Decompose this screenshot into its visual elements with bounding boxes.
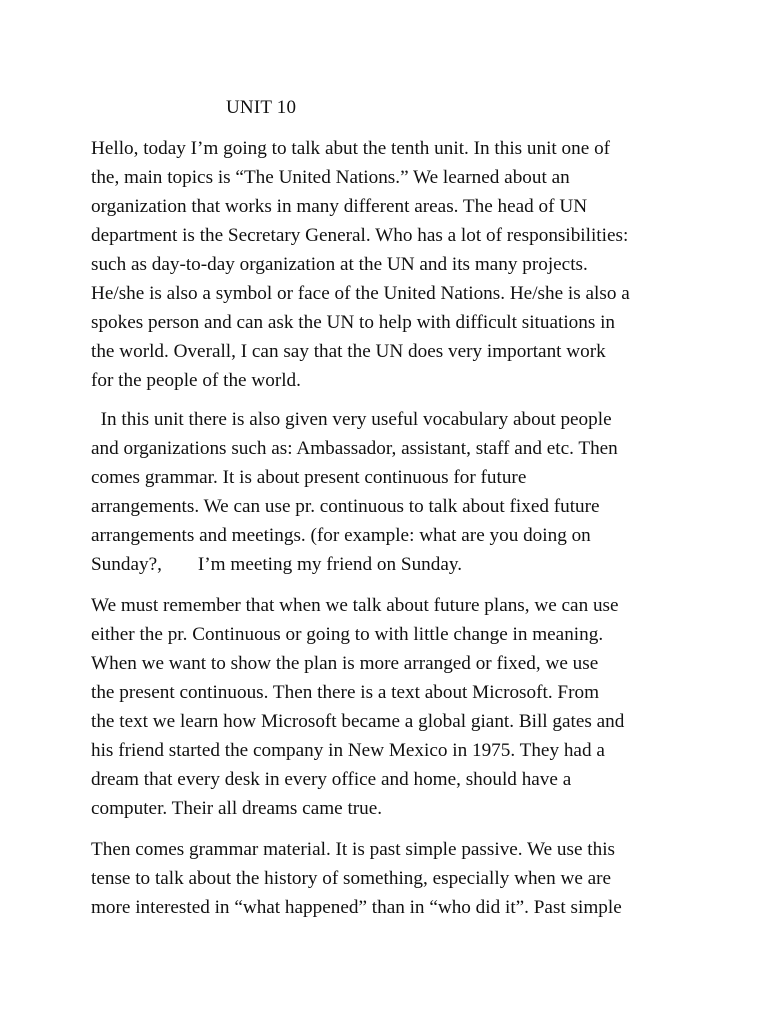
text-line: the world. Overall, I can say that the UN does very important work [91, 341, 606, 362]
text-line: dream that every desk in every office and home, should have a [91, 769, 572, 790]
paragraph-3 [91, 591, 711, 823]
text-line: tense to talk about the history of something, especially when we are [91, 868, 612, 889]
text-line: In this unit there is also given very useful vocabulary about people [91, 409, 612, 430]
text-line: When we want to show the plan is more arranged or fixed, we use [91, 653, 599, 674]
paragraph-1 [91, 134, 711, 395]
text-line: We must remember that when we talk about future plans, we can use [91, 595, 619, 616]
text-line: for the people of the world. [91, 370, 301, 391]
text-line-split [91, 550, 711, 579]
text-line: more interested in “what happened” than in “who did it”. Past simple [91, 897, 622, 918]
text-line: department is the Secretary General. Who has a lot of responsibilities: [91, 225, 629, 246]
text-fragment: Sunday?, [91, 554, 162, 575]
text-line: spokes person and can ask the UN to help with difficult situations in [91, 312, 616, 333]
text-line: the, main topics is “The United Nations.” We learned about an [91, 167, 570, 188]
text-line: arrangements and meetings. (for example: what are you doing on [91, 525, 591, 546]
text-line: the present continuous. Then there is a text about Microsoft. From [91, 682, 600, 703]
text-line: and organizations such as: Ambassador, assistant, staff and etc. Then [91, 438, 618, 459]
paragraph-4 [91, 835, 711, 922]
text-line: He/she is also a symbol or face of the United Nations. He/she is also a [91, 283, 630, 304]
text-fragment: I’m meeting my friend on Sunday. [197, 554, 463, 575]
text-line: his friend started the company in New Mexico in 1975. They had a [91, 740, 605, 761]
text-line: arrangements. We can use pr. continuous to talk about fixed future [91, 496, 600, 517]
text-line: the text we learn how Microsoft became a global giant. Bill gates and [91, 711, 625, 732]
text-line: either the pr. Continuous or going to with little change in meaning. [91, 624, 604, 645]
paragraph-2 [91, 405, 711, 579]
page-title: UNIT 10 [226, 97, 297, 118]
text-line: Hello, today I’m going to talk abut the tenth unit. In this unit one of [91, 138, 611, 159]
text-line: Then comes grammar material. It is past simple passive. We use this [91, 839, 616, 860]
text-line: such as day-to-day organization at the UN and its many projects. [91, 254, 588, 275]
text-line: comes grammar. It is about present continuous for future [91, 467, 527, 488]
text-line: computer. Their all dreams came true. [91, 798, 383, 819]
text-line: organization that works in many different areas. The head of UN [91, 196, 588, 217]
